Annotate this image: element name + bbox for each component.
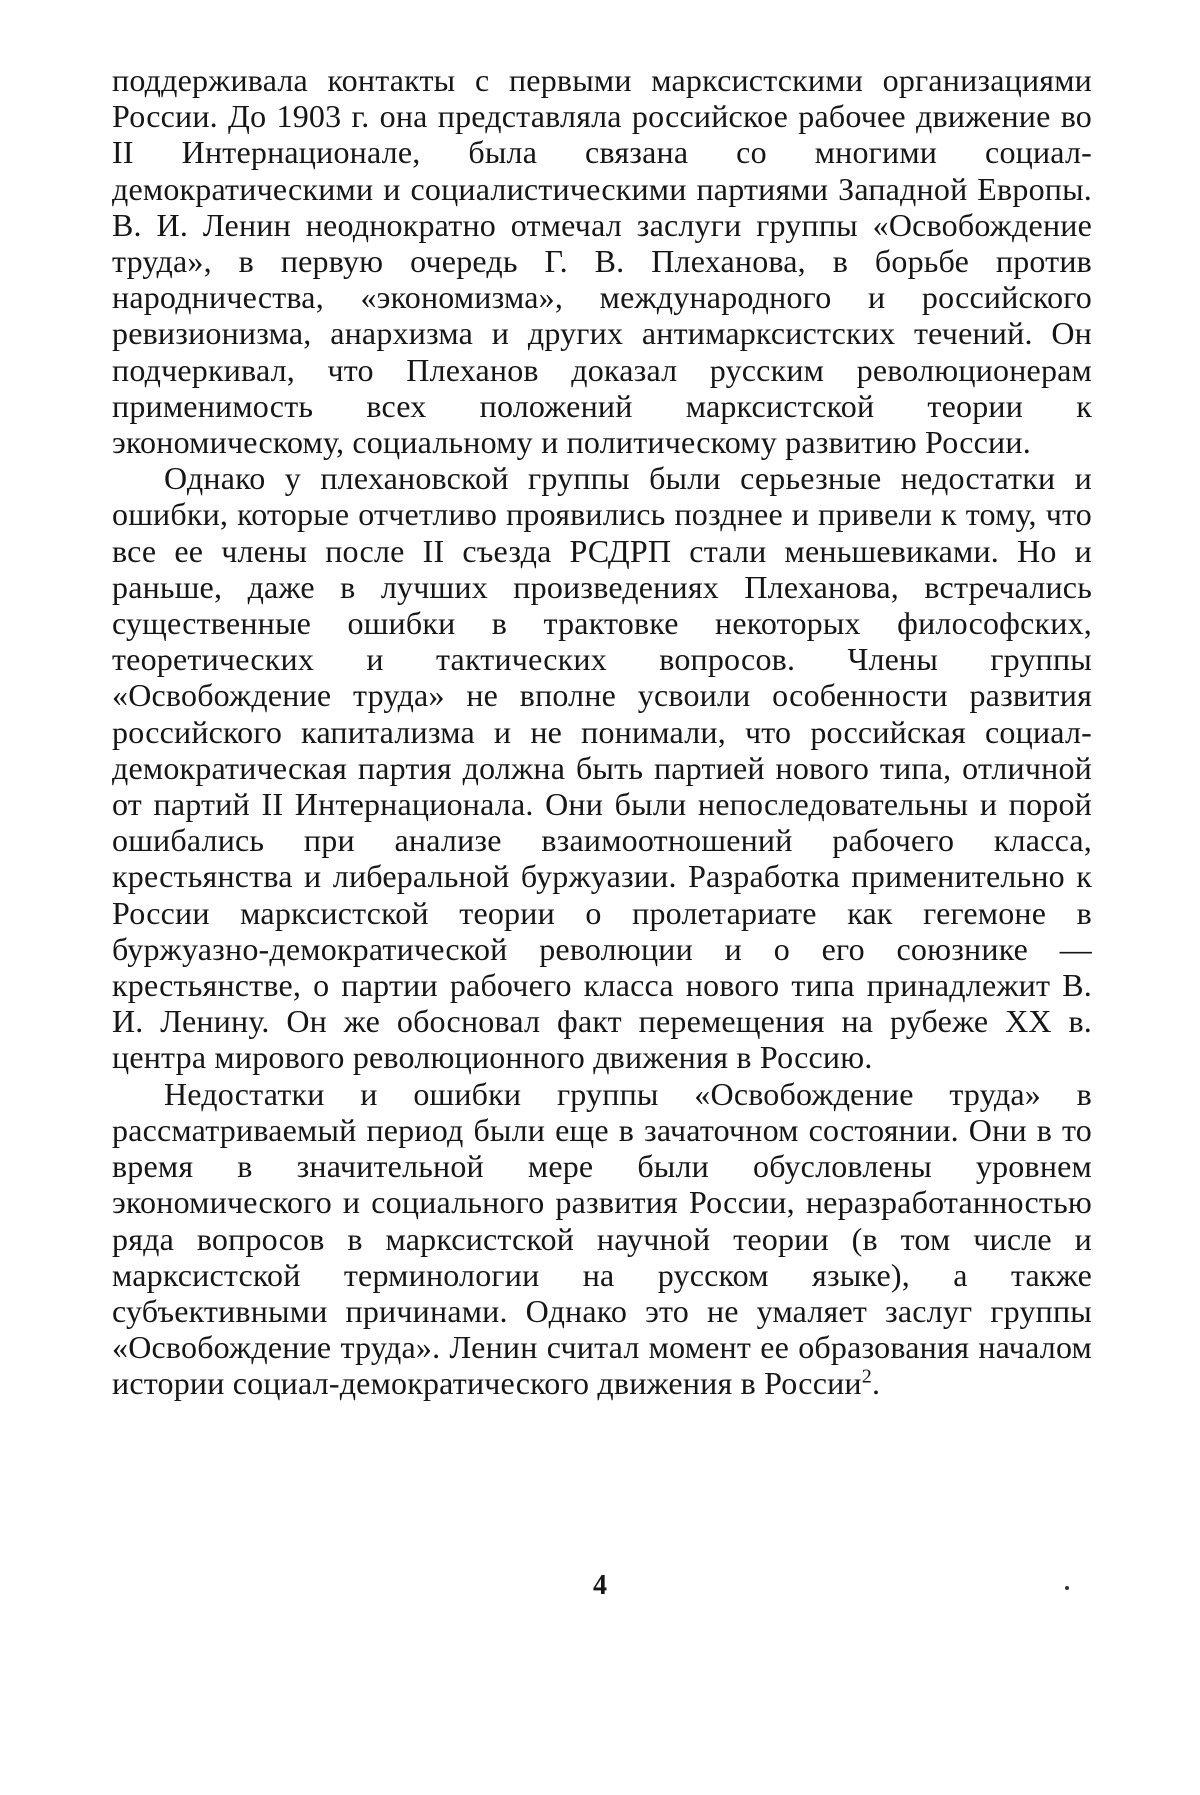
page-number: 4 [593,1570,607,1601]
print-speck [1065,1586,1069,1590]
paragraph-1: поддерживала контакты с первыми марксистскими организациями России. До 1903 г. она представляла российское рабочее движение во II Интернационале, была связана со многими социал-демократическими и социалистическими партиями Западной Европы. В. И. Ленин неоднократно отмечал заслуги группы «Освобождение труда», в первую очередь Г. В. Плеханова, в борьбе против народничества, «экономизма», международного и российского ревизионизма, анархизма и других антимарксистских течений. Он подчеркивал, что Плеханов доказал русским революционерам применимость всех положений марксистской теории к экономическому, социальному и политическому развитию России. [112,62,1092,461]
body-text [112,62,1092,1402]
paragraph-3-text: Недостатки и ошибки группы «Освобождение труда» в рассматриваемый период были еще в зачаточном состоянии. Они в то время в значительной мере были обусловлены уровнем экономического и социального развития России, неразработанностью ряда вопросов в марксистской научной теории (в том числе и марксистской терминологии на русском языке), а также субъективными причинами. Однако это не умаляет заслуг группы «Освобождение труда». Ленин считал момент ее образования началом истории социал-демократического движения в России [112,1075,1092,1402]
paragraph-3 [112,1076,1092,1402]
paragraph-2: Однако у плехановской группы были серьезные недостатки и ошибки, которые отчетливо проявились позднее и привели к тому, что все ее члены после II съезда РСДРП стали меньшевиками. Но и раньше, даже в лучших произведениях Плеханова, встречались существенные ошибки в трактовке некоторых философских, теоретических и тактических вопросов. Члены группы «Освобождение труда» не вполне усвоили особенности развития российского капитализма и не понимали, что российская социал-демократическая партия должна быть партией нового типа, отличной от партий II Интернационала. Они были непоследовательны и порой ошибались при анализе взаимоотношений рабочего класса, крестьянства и либеральной буржуазии. Разработка применительно к России марксистской теории о пролетариате как гегемоне в буржуазно-демократической революции и о его союзнике — крестьянстве, о партии рабочего класса нового типа принадлежит В. И. Ленину. Он же обосновал факт перемещения на рубеже XX в. центра мирового революционного движения в Россию. [112,460,1092,1076]
footnote-reference[interactable]: 2 [861,1365,872,1388]
paragraph-3-end: . [871,1365,881,1402]
